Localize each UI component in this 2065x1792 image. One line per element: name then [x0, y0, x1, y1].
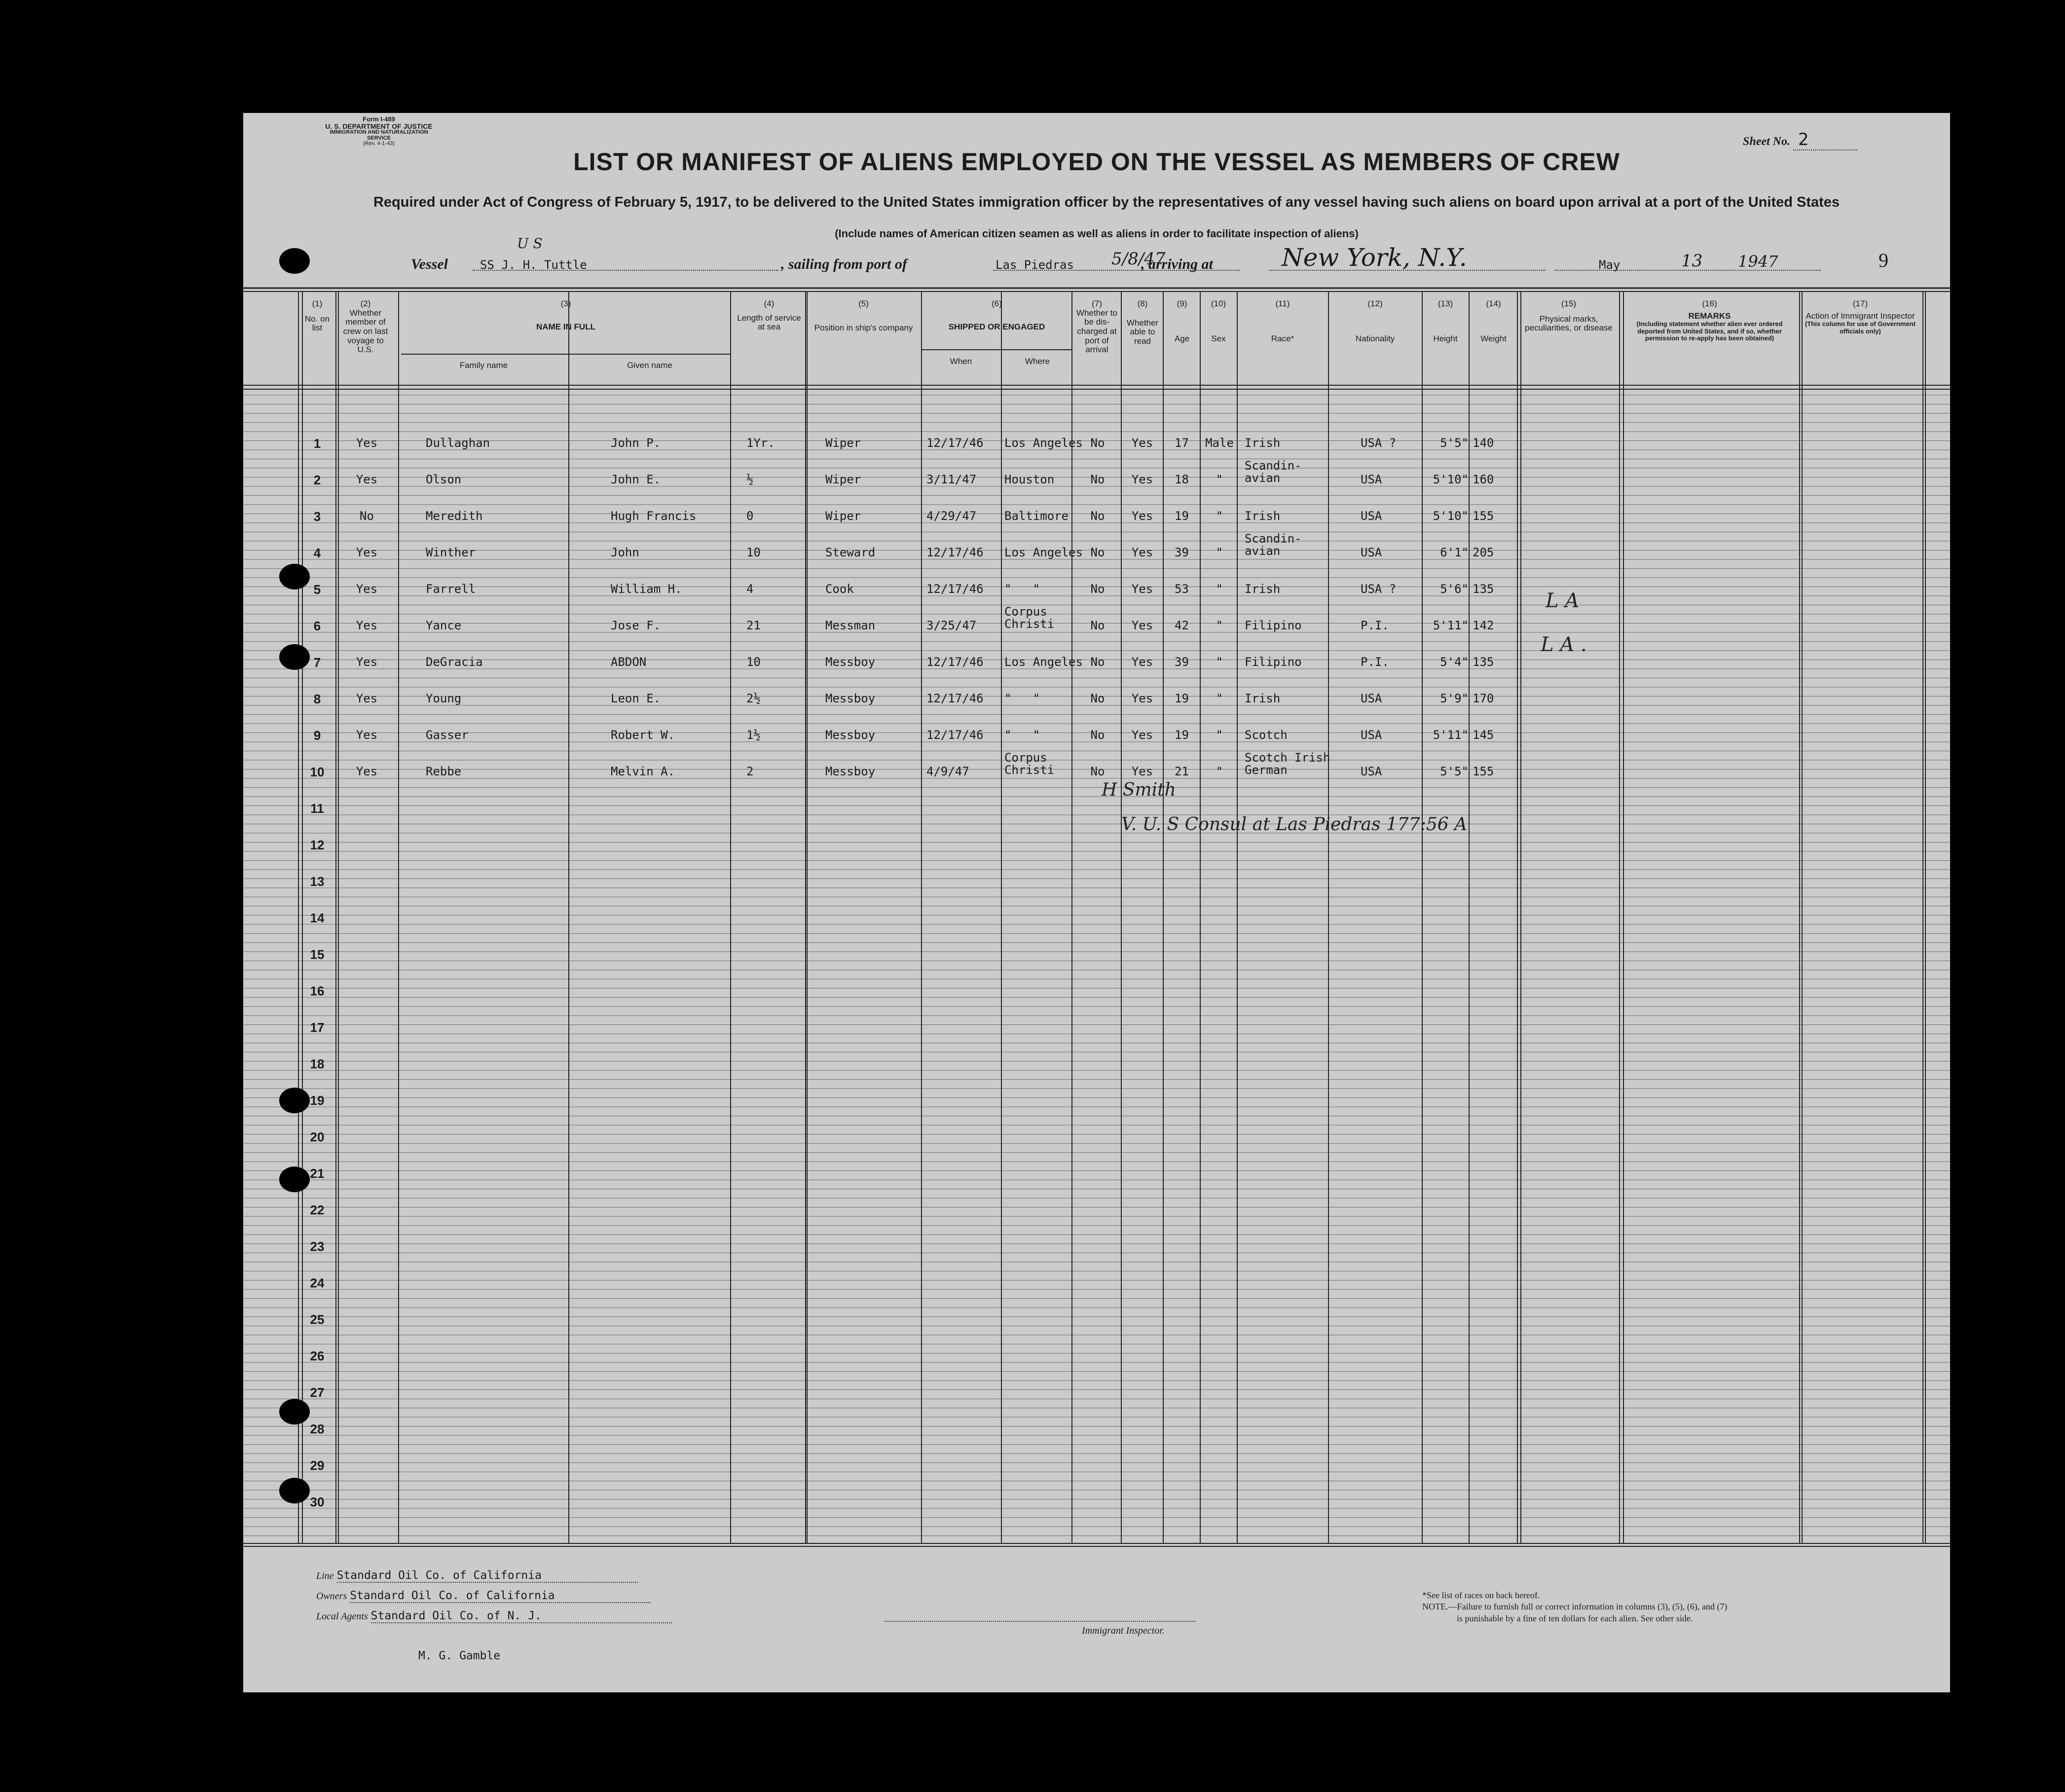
form-service: IMMIGRATION AND NATURALIZATION SERVICE — [330, 129, 428, 141]
crew-prev: Yes — [356, 473, 378, 486]
crew-sex: Male — [1205, 436, 1234, 450]
crew-age: 18 — [1175, 473, 1189, 486]
row-number: 3 — [313, 509, 321, 524]
col16-head: (16) REMARKS (Including statement whether alien ever ordered deported from United States, and if so, whether permission to re-apply has been obtained) — [1636, 299, 1783, 342]
col9-head: (9) Age — [1174, 299, 1190, 343]
crew-service: 10 — [746, 546, 761, 559]
crew-discharge: No — [1090, 546, 1105, 559]
crew-position: Messboy — [825, 692, 876, 705]
crew-when: 12/17/46 — [926, 692, 984, 705]
row-number: 20 — [310, 1130, 325, 1144]
crew-nationality: USA — [1361, 692, 1382, 705]
crew-read: Yes — [1131, 436, 1153, 450]
crew-family: Dullaghan — [426, 436, 490, 450]
crew-given: ABDON — [611, 655, 647, 669]
row-number: 15 — [310, 947, 325, 962]
crew-given: John P. — [611, 436, 661, 450]
crew-position: Messboy — [825, 655, 876, 669]
arriving-port-hand: New York, N.Y. — [1282, 243, 1467, 272]
crew-height: 5'6" — [1440, 582, 1469, 596]
col17-head: (17) Action of Immigrant Inspector (This column for use of Government officials only) — [1805, 299, 1916, 335]
crew-race: Irish — [1245, 692, 1281, 705]
crew-family: DeGracia — [426, 655, 483, 669]
row-number: 7 — [313, 655, 321, 670]
inspector-signature-line — [885, 1621, 1195, 1622]
row-number: 2 — [313, 473, 321, 487]
crew-sex: " — [1216, 619, 1223, 632]
sailing-label: , sailing from port of — [781, 256, 907, 272]
crew-age: 19 — [1175, 509, 1189, 523]
row-number: 28 — [310, 1422, 325, 1436]
row-number: 6 — [313, 619, 321, 633]
signature-hand: H Smith — [1102, 780, 1176, 800]
crew-position: Messboy — [825, 765, 876, 778]
crew-service: 2½ — [746, 692, 761, 705]
row7-action-hand: L A . — [1541, 633, 1587, 656]
row-number: 25 — [310, 1312, 325, 1327]
crew-where: Corpus Christi — [1004, 605, 1055, 631]
crew-discharge: No — [1090, 655, 1105, 669]
note-fine: NOTE.—Failure to furnish full or correct information in columns (3), (5), (6), and (7) — [1422, 1602, 1728, 1612]
crew-position: Wiper — [825, 436, 861, 450]
crew-given: Jose F. — [611, 619, 661, 632]
arrival-day: 13 — [1681, 251, 1703, 271]
crew-read: Yes — [1131, 655, 1153, 669]
owners-value: Standard Oil Co. of California — [350, 1589, 651, 1603]
crew-family: Farrell — [426, 582, 476, 596]
col1-head: (1) No. on list — [304, 299, 330, 333]
sheet-label: Sheet No. — [1743, 135, 1790, 148]
crew-weight: 140 — [1473, 436, 1494, 450]
crew-service: 21 — [746, 619, 761, 632]
arriving-label: , arriving at — [1141, 256, 1213, 272]
col6-head: (6) SHIPPED OR ENGAGED — [948, 299, 1045, 331]
form-dept: U. S. DEPARTMENT OF JUSTICE — [325, 122, 433, 130]
crew-nationality: USA ? — [1361, 582, 1397, 596]
crew-nationality: USA — [1361, 509, 1382, 523]
row-number: 5 — [313, 582, 321, 597]
crew-height: 5'11" — [1433, 619, 1469, 632]
crew-race: Scotch — [1245, 728, 1288, 742]
include-statement: (Include names of American citizen seamen as well as aliens in order to facilitate inspection of aliens) — [835, 227, 1359, 240]
crew-age: 39 — [1175, 655, 1189, 669]
crew-family: Meredith — [426, 509, 483, 523]
crew-service: 1Yr. — [746, 436, 775, 450]
col3-head: (3) NAME IN FULL — [536, 299, 595, 331]
row-number: 10 — [310, 765, 325, 779]
sailing-port: Las Piedras — [996, 258, 1074, 272]
crew-read: Yes — [1131, 509, 1153, 523]
crew-discharge: No — [1090, 765, 1105, 778]
crew-race: Irish — [1245, 509, 1281, 523]
crew-weight: 155 — [1473, 765, 1494, 778]
crew-sex: " — [1216, 546, 1223, 559]
crew-position: Cook — [825, 582, 854, 596]
crew-nationality: P.I. — [1361, 655, 1389, 669]
crew-nationality: USA ? — [1361, 436, 1397, 450]
crew-read: Yes — [1131, 728, 1153, 742]
crew-sex: " — [1216, 582, 1223, 596]
crew-discharge: No — [1090, 619, 1105, 632]
crew-discharge: No — [1090, 473, 1105, 486]
crew-service: 10 — [746, 655, 761, 669]
crew-discharge: No — [1090, 582, 1105, 596]
crew-given: Hugh Francis — [611, 509, 697, 523]
agents-value: Standard Oil Co. of N. J. — [371, 1609, 672, 1623]
crew-nationality: P.I. — [1361, 619, 1389, 632]
crew-prev: Yes — [356, 436, 378, 450]
row-number: 4 — [313, 546, 321, 560]
crew-family: Olson — [426, 473, 462, 486]
crew-service: ½ — [746, 473, 754, 486]
crew-height: 5'5" — [1440, 436, 1469, 450]
line-label: Line — [316, 1571, 334, 1581]
crew-discharge: No — [1090, 728, 1105, 742]
col13-head: (13) Height — [1433, 299, 1458, 343]
crew-position: Wiper — [825, 509, 861, 523]
row-number: 14 — [310, 911, 325, 925]
col8-head: (8) Whether able to read — [1126, 299, 1159, 346]
col6-where-head: Where — [1025, 357, 1050, 366]
crew-sex: " — [1216, 509, 1223, 523]
crew-service: 1½ — [746, 728, 761, 742]
owners-label: Owners — [316, 1591, 347, 1602]
crew-height: 5'9" — [1440, 692, 1469, 705]
row-number: 18 — [310, 1057, 325, 1071]
crew-weight: 135 — [1473, 582, 1494, 596]
crew-when: 12/17/46 — [926, 655, 984, 669]
agents-label: Local Agents — [316, 1611, 368, 1622]
punch-hole — [279, 1399, 310, 1425]
crew-height: 5'4" — [1440, 655, 1469, 669]
required-statement: Required under Act of Congress of February 5, 1917, to be delivered to the United States immigration officer by the representatives of any vessel having such aliens on board upon arrival at a port of the United States — [373, 194, 1840, 210]
row-number: 23 — [310, 1239, 325, 1254]
crew-where: Los Angeles — [1004, 546, 1083, 559]
col5-head: (5) Position in ship's company — [814, 299, 913, 332]
crew-where: Los Angeles — [1004, 436, 1083, 450]
col4-head: (4) Length of service at sea — [737, 299, 801, 332]
page-title: LIST OR MANIFEST OF ALIENS EMPLOYED ON THE VESSEL AS MEMBERS OF CREW — [573, 148, 1620, 176]
crew-age: 39 — [1175, 546, 1189, 559]
page-number: 9 — [1879, 249, 1888, 271]
manifest-page — [243, 113, 1950, 1692]
col14-head: (14) Weight — [1480, 299, 1507, 343]
crew-where: Los Angeles — [1004, 655, 1083, 669]
row-number: 17 — [310, 1020, 325, 1035]
footnote — [1422, 1590, 1727, 1624]
crew-family: Gasser — [426, 728, 469, 742]
arrival-year: 1947 — [1738, 252, 1778, 271]
row-number: 27 — [310, 1385, 325, 1400]
crew-prev: Yes — [356, 728, 378, 742]
crew-where: " " — [1004, 582, 1040, 596]
crew-race: Irish — [1245, 582, 1281, 596]
crew-when: 12/17/46 — [926, 436, 984, 450]
signer: M. G. Gamble — [418, 1649, 501, 1662]
form-rev: (Rev. 4-1-43) — [363, 141, 395, 147]
crew-when: 4/9/47 — [926, 765, 969, 778]
crew-race: Filipino — [1245, 655, 1302, 669]
row-number: 1 — [313, 436, 321, 451]
crew-race: Scotch Irish German — [1245, 751, 1330, 777]
row-number: 24 — [310, 1276, 325, 1290]
crew-sex: " — [1216, 692, 1223, 705]
crew-prev: Yes — [356, 582, 378, 596]
col7-head: (7) Whether to be dis-charged at port of arrival — [1076, 299, 1118, 355]
row6-action-hand: L A — [1546, 589, 1580, 612]
punch-hole — [279, 644, 310, 670]
crew-age: 19 — [1175, 728, 1189, 742]
crew-weight: 135 — [1473, 655, 1494, 669]
crew-read: Yes — [1131, 582, 1153, 596]
crew-discharge: No — [1090, 509, 1105, 523]
form-number: Form I-489 — [363, 115, 395, 123]
crew-race: Irish — [1245, 436, 1281, 450]
crew-position: Messman — [825, 619, 876, 632]
punch-hole — [279, 1478, 310, 1503]
crew-prev: Yes — [356, 692, 378, 705]
row-number: 13 — [310, 874, 325, 889]
crew-family: Young — [426, 692, 462, 705]
crew-height: 6'1" — [1440, 546, 1469, 559]
crew-when: 4/29/47 — [926, 509, 977, 523]
crew-when: 12/17/46 — [926, 728, 984, 742]
crew-weight: 145 — [1473, 728, 1494, 742]
crew-sex: " — [1216, 655, 1223, 669]
row-number: 19 — [310, 1093, 325, 1108]
crew-where: Houston — [1004, 473, 1055, 486]
crew-where: " " — [1004, 728, 1040, 742]
col6-when-head: When — [950, 357, 972, 366]
crew-given: John E. — [611, 473, 661, 486]
crew-read: Yes — [1131, 619, 1153, 632]
col10-head: (10) Sex — [1211, 299, 1226, 343]
crew-service: 0 — [746, 509, 754, 523]
sailing-date-hand: 5/8/47 — [1111, 249, 1166, 269]
line-value: Standard Oil Co. of California — [337, 1569, 638, 1583]
sheet-value: 2 — [1793, 130, 1857, 150]
row-number: 30 — [310, 1495, 325, 1509]
crew-family: Rebbe — [426, 765, 462, 778]
crew-height: 5'10" — [1433, 473, 1469, 486]
crew-height: 5'10" — [1433, 509, 1469, 523]
vessel-label: Vessel — [411, 256, 448, 272]
crew-where: Baltimore — [1004, 509, 1069, 523]
consul-hand: V. U. S Consul at Las Piedras 177:56 A — [1121, 814, 1468, 835]
crew-where: " " — [1004, 692, 1040, 705]
crew-read: Yes — [1131, 473, 1153, 486]
crew-service: 4 — [746, 582, 754, 596]
crew-discharge: No — [1090, 692, 1105, 705]
crew-race: Scandin- avian — [1245, 532, 1302, 558]
crew-prev: Yes — [356, 655, 378, 669]
crew-weight: 160 — [1473, 473, 1494, 486]
crew-given: John — [611, 546, 639, 559]
crew-weight: 205 — [1473, 546, 1494, 559]
crew-nationality: USA — [1361, 473, 1382, 486]
crew-sex: " — [1216, 728, 1223, 742]
col15-head: (15) Physical marks, peculiarities, or disease — [1525, 299, 1613, 333]
crew-position: Steward — [825, 546, 876, 559]
col12-head: (12) Nationality — [1355, 299, 1395, 343]
crew-age: 17 — [1175, 436, 1189, 450]
row-number: 22 — [310, 1203, 325, 1217]
footer-owners — [316, 1589, 651, 1603]
crew-weight: 155 — [1473, 509, 1494, 523]
crew-prev: Yes — [356, 546, 378, 559]
row-number: 11 — [310, 801, 324, 816]
crew-family: Yance — [426, 619, 462, 632]
crew-height: 5'11" — [1433, 728, 1469, 742]
crew-nationality: USA — [1361, 546, 1382, 559]
col3-given-head: Given name — [627, 361, 672, 370]
crew-given: Leon E. — [611, 692, 661, 705]
crew-nationality: USA — [1361, 765, 1382, 778]
crew-height: 5'5" — [1440, 765, 1469, 778]
crew-age: 53 — [1175, 582, 1189, 596]
crew-age: 21 — [1175, 765, 1189, 778]
crew-weight: 170 — [1473, 692, 1494, 705]
punch-hole — [279, 564, 310, 589]
col2-head: (2) Whether member of crew on last voyage to U.S. — [343, 299, 388, 355]
note-fine-cont: is punishable by a fine of ten dollars for each alien. See other side. — [1457, 1613, 1693, 1623]
crew-read: Yes — [1131, 765, 1153, 778]
crew-discharge: No — [1090, 436, 1105, 450]
col3-family-head: Family name — [459, 361, 508, 370]
crew-family: Winther — [426, 546, 476, 559]
footer-agents — [316, 1609, 672, 1623]
crew-read: Yes — [1131, 546, 1153, 559]
crew-position: Wiper — [825, 473, 861, 486]
crew-sex: " — [1216, 473, 1223, 486]
row-number: 16 — [310, 984, 325, 998]
crew-where: Corpus Christi — [1004, 751, 1055, 777]
crew-when: 12/17/46 — [926, 546, 984, 559]
crew-prev: Yes — [356, 619, 378, 632]
crew-race: Filipino — [1245, 619, 1302, 632]
crew-age: 19 — [1175, 692, 1189, 705]
crew-when: 3/11/47 — [926, 473, 977, 486]
crew-prev: Yes — [356, 765, 378, 778]
crew-given: William H. — [611, 582, 682, 596]
vessel-prefix-hand: U S — [517, 235, 543, 252]
row-number: 26 — [310, 1349, 325, 1363]
crew-nationality: USA — [1361, 728, 1382, 742]
crew-position: Messboy — [825, 728, 876, 742]
crew-given: Melvin A. — [611, 765, 675, 778]
punch-hole — [279, 1088, 310, 1113]
row-number: 29 — [310, 1458, 325, 1473]
crew-read: Yes — [1131, 692, 1153, 705]
punch-hole — [279, 1167, 310, 1192]
crew-when: 3/25/47 — [926, 619, 977, 632]
crew-sex: " — [1216, 765, 1223, 778]
crew-given: Robert W. — [611, 728, 675, 742]
crew-when: 12/17/46 — [926, 582, 984, 596]
crew-weight: 142 — [1473, 619, 1494, 632]
row-number: 8 — [313, 692, 321, 706]
footer-line — [316, 1569, 638, 1583]
crew-race: Scandin- avian — [1245, 459, 1302, 485]
row-number: 21 — [310, 1166, 325, 1181]
inspector-label: Immigrant Inspector. — [1082, 1625, 1165, 1636]
row-number: 12 — [310, 838, 325, 852]
crew-age: 42 — [1175, 619, 1189, 632]
col11-head: (11) Race* — [1271, 299, 1294, 343]
punch-hole — [279, 248, 310, 274]
crew-prev: No — [360, 509, 374, 523]
arrival-month: May — [1599, 258, 1621, 272]
note-races: *See list of races on back hereof. — [1422, 1590, 1540, 1600]
vessel-name: SS J. H. Tuttle — [480, 258, 587, 272]
row-number: 9 — [313, 728, 321, 743]
crew-service: 2 — [746, 765, 754, 778]
